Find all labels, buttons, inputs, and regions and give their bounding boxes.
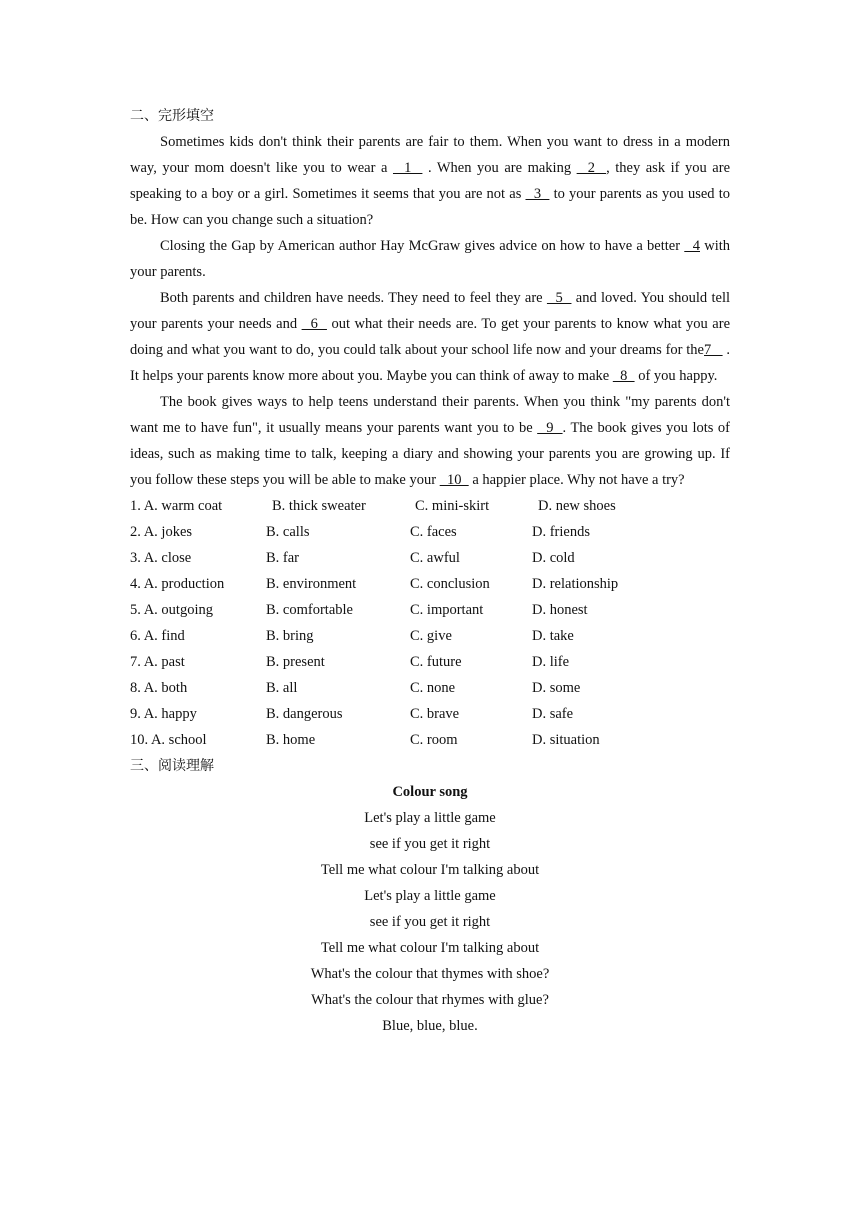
poem-line: Let's play a little game	[364, 888, 496, 904]
document-content	[130, 103, 730, 1039]
poem	[130, 779, 730, 1039]
passage-text: a happier place. Why not have a try?	[468, 472, 685, 488]
option-row	[130, 597, 730, 623]
option-choice: C. none	[410, 680, 456, 696]
option-choice: D. some	[532, 680, 581, 696]
cloze-blank: 9	[537, 420, 563, 436]
section-heading-reading: 三、阅读理解	[130, 758, 214, 774]
option-choice: 10. A. school	[130, 732, 207, 748]
option-choice: C. future	[410, 654, 462, 670]
option-row	[130, 623, 730, 649]
option-choice: C. mini-skirt	[415, 498, 490, 514]
poem-line: Tell me what colour I'm talking about	[320, 862, 540, 878]
cloze-paragraph	[130, 389, 730, 493]
option-choice: 6. A. find	[130, 628, 185, 644]
cloze-blank: 2	[576, 160, 607, 176]
passage-text: of you happy.	[634, 368, 718, 384]
option-row	[130, 649, 730, 675]
passage-text: out what their needs are. To get your parents to know what you are doing and what you want to do, you could talk about your school life now and your dreams for the	[130, 316, 731, 358]
passage-text: . It helps your parents know more about you. Maybe you can think of away to make	[130, 342, 730, 384]
poem-line: Blue, blue, blue.	[382, 1018, 478, 1034]
option-choice: 1. A. warm coat	[130, 498, 223, 514]
option-row	[130, 545, 730, 571]
option-choice: B. all	[266, 680, 298, 696]
cloze-blank: 3	[525, 186, 550, 202]
option-choice: 2. A. jokes	[130, 524, 193, 540]
option-choice: B. bring	[266, 628, 314, 644]
poem-title: Colour song	[392, 784, 468, 800]
poem-lines	[130, 805, 730, 1039]
option-choice: B. comfortable	[266, 602, 353, 618]
option-row	[130, 519, 730, 545]
option-choice: 8. A. both	[130, 680, 188, 696]
option-choice: D. honest	[532, 602, 588, 618]
cloze-passage	[130, 129, 730, 493]
option-row	[130, 675, 730, 701]
option-choice: D. life	[532, 654, 570, 670]
option-choice: C. give	[410, 628, 452, 644]
section-heading-cloze: 二、完形填空	[130, 108, 214, 124]
option-choice: D. new shoes	[538, 498, 616, 514]
option-choice: D. cold	[532, 550, 575, 566]
option-row	[130, 727, 730, 753]
passage-text: with your parents.	[130, 238, 731, 280]
passage-text: Closing the Gap by American author Hay McGraw gives advice on how to have a better	[160, 238, 685, 254]
poem-line: see if you get it right	[369, 836, 491, 852]
option-choice: C. awful	[410, 550, 460, 566]
cloze-blank: 8	[612, 368, 635, 384]
cloze-blank: 1	[392, 160, 423, 176]
option-choice: D. friends	[532, 524, 590, 540]
option-choice: C. important	[410, 602, 484, 618]
cloze-blank: 5	[546, 290, 572, 306]
cloze-paragraph	[130, 233, 730, 285]
option-choice: 9. A. happy	[130, 706, 197, 722]
passage-text: . When you are making	[422, 160, 577, 176]
option-choice: B. far	[266, 550, 300, 566]
poem-line: What's the colour that thymes with shoe?	[310, 966, 550, 982]
passage-text: . The book gives you lots of ideas, such as making time to talk, keeping a diary and showing your parents you are growing up. If you follow these steps you will be able to make your	[130, 420, 731, 488]
cloze-blank: 10	[439, 472, 469, 488]
option-choice: C. room	[410, 732, 458, 748]
option-choice: D. relationship	[532, 576, 619, 592]
cloze-paragraph	[130, 285, 730, 389]
option-choice: C. conclusion	[410, 576, 490, 592]
option-row	[130, 571, 730, 597]
option-choice: D. situation	[532, 732, 600, 748]
option-choice: B. environment	[266, 576, 357, 592]
option-choice: 7. A. past	[130, 654, 185, 670]
option-row	[130, 493, 730, 519]
option-choice: D. safe	[532, 706, 574, 722]
option-choice: C. faces	[410, 524, 457, 540]
option-choice: 3. A. close	[130, 550, 192, 566]
poem-line: Let's play a little game	[364, 810, 496, 826]
cloze-blank: 6	[301, 316, 327, 332]
option-choice: B. home	[266, 732, 316, 748]
option-row	[130, 701, 730, 727]
cloze-blank: 4	[684, 238, 700, 254]
option-choice: C. brave	[410, 706, 460, 722]
option-choice: D. take	[532, 628, 574, 644]
poem-line: What's the colour that rhymes with glue?	[311, 992, 549, 1008]
cloze-options	[130, 493, 730, 753]
cloze-blank: 7	[704, 342, 723, 358]
passage-text: Both parents and children have needs. They need to feel they are	[160, 290, 547, 306]
option-choice: B. calls	[266, 524, 310, 540]
option-choice: B. present	[266, 654, 325, 670]
passage-text: to your parents as you used to be. How can you change such a situation?	[130, 186, 730, 228]
passage-text: and loved. You should tell your parents your needs and	[130, 290, 730, 332]
option-choice: 4. A. production	[130, 576, 225, 592]
poem-line: see if you get it right	[369, 914, 491, 930]
poem-line: Tell me what colour I'm talking about	[320, 940, 540, 956]
passage-text: , they ask if you are speaking to a boy or a girl. Sometimes it seems that you are not as	[130, 160, 731, 202]
cloze-paragraph	[130, 129, 730, 233]
option-choice: B. dangerous	[266, 706, 343, 722]
option-choice: 5. A. outgoing	[130, 602, 213, 618]
option-choice: B. thick sweater	[272, 498, 366, 514]
passage-text: The book gives ways to help teens understand their parents. When you think "my parents don't want me to have fun", it usually means your parents want you to be	[130, 394, 730, 436]
passage-text: Sometimes kids don't think their parents are fair to them. When you want to dress in a modern way, your mom doesn't like you to wear a	[130, 134, 730, 176]
